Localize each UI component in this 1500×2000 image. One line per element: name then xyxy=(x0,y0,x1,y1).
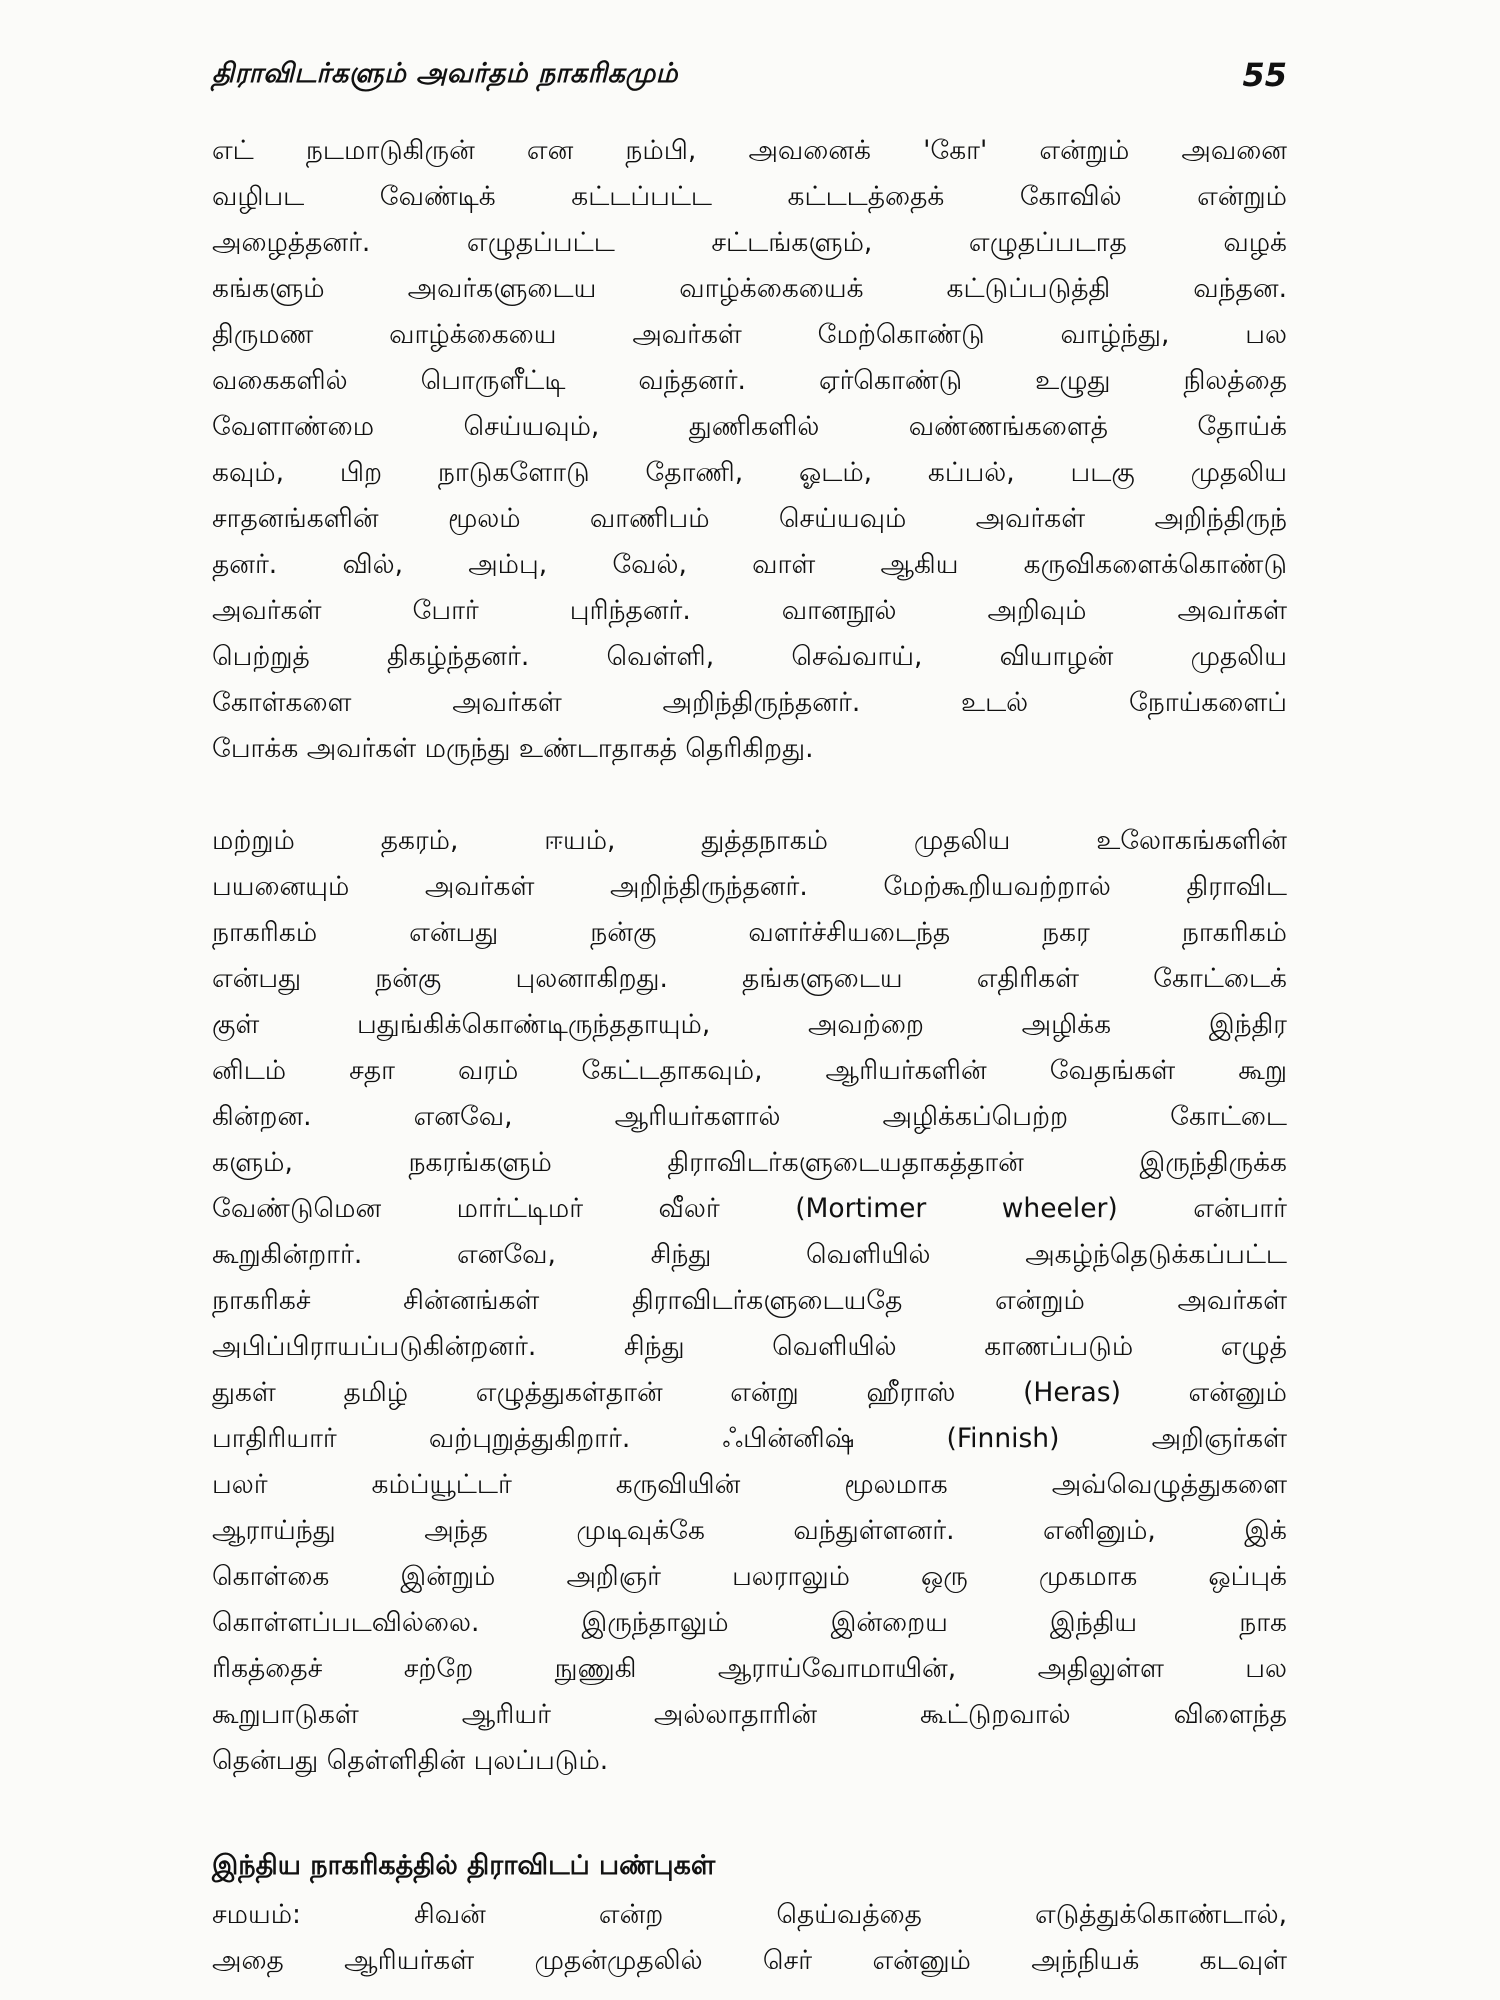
text-line: அழைத்தனர். எழுதப்பட்ட சட்டங்களும், எழுதப்படாத வழக் xyxy=(212,227,1287,258)
text-line: வேண்டுமென மார்ட்டிமர் வீலர் (Mortimer wheeler) என்பார் xyxy=(212,1193,1287,1224)
text-line: களும், நகரங்களும் திராவிடர்களுடையதாகத்தான் இருந்திருக்க xyxy=(212,1147,1287,1178)
text-line: அதை ஆரியர்கள் முதன்முதலில் செர் என்னும் அந்நியக் கடவுள் xyxy=(212,1945,1287,1976)
text-line: அவர்கள் போர் புரிந்தனர். வானநூல் அறிவும் அவர்கள் xyxy=(212,595,1287,626)
text-line: பலர் கம்ப்யூட்டர் கருவியின் மூலமாக அவ்வெழுத்துகளை xyxy=(212,1469,1287,1500)
text-line: வகைகளில் பொருளீட்டி வந்தனர். ஏர்கொண்டு உழுது நிலத்தை xyxy=(212,365,1287,396)
running-head xyxy=(212,58,1287,102)
text-line: வழிபட வேண்டிக் கட்டப்பட்ட கட்டடத்தைக் கோவில் என்றும் xyxy=(212,181,1287,212)
text-line: வேளாண்மை செய்யவும், துணிகளில் வண்ணங்களைத் தோய்க் xyxy=(212,411,1287,442)
text-line: மற்றும் தகரம், ஈயம், துத்தநாகம் முதலிய உலோகங்களின் xyxy=(212,825,1287,856)
text-line: பெற்றுத் திகழ்ந்தனர். வெள்ளி, செவ்வாய், வியாழன் முதலிய xyxy=(212,641,1287,672)
text-line: ரிகத்தைச் சற்றே நுணுகி ஆராய்வோமாயின், அதிலுள்ள பல xyxy=(212,1653,1287,1684)
text-line: தனர். வில், அம்பு, வேல், வாள் ஆகிய கருவிகளைக்கொண்டு xyxy=(212,549,1287,580)
text-line: கோள்களை அவர்கள் அறிந்திருந்தனர். உடல் நோய்களைப் xyxy=(212,687,1287,718)
page-number: 55 xyxy=(1242,56,1287,94)
paragraph-2 xyxy=(212,818,1287,1784)
text-line: கங்களும் அவர்களுடைய வாழ்க்கையைக் கட்டுப்படுத்தி வந்தன. xyxy=(212,273,1287,304)
text-line: னிடம் சதா வரம் கேட்டதாகவும், ஆரியர்களின் வேதங்கள் கூறு xyxy=(212,1055,1287,1086)
section-heading: இந்திய நாகரிகத்தில் திராவிடப் பண்புகள் xyxy=(212,1850,716,1881)
text-line: கூறுகின்றார். எனவே, சிந்து வெளியில் அகழ்ந்தெடுக்கப்பட்ட xyxy=(212,1239,1287,1270)
text-line: குள் பதுங்கிக்கொண்டிருந்ததாயும், அவற்றை அழிக்க இந்திர xyxy=(212,1009,1287,1040)
text-line: கவும், பிற நாடுகளோடு தோணி, ஓடம், கப்பல், படகு முதலிய xyxy=(212,457,1287,488)
text-line: என்பது நன்கு புலனாகிறது. தங்களுடைய எதிரிகள் கோட்டைக் xyxy=(212,963,1287,994)
text-line: சாதனங்களின் மூலம் வாணிபம் செய்யவும் அவர்கள் அறிந்திருந் xyxy=(212,503,1287,534)
text-line: துகள் தமிழ் எழுத்துகள்தான் என்று ஹீராஸ் (Heras) என்னும் xyxy=(212,1377,1287,1408)
paragraph-3 xyxy=(212,1892,1287,1984)
text-line: திருமண வாழ்க்கையை அவர்கள் மேற்கொண்டு வாழ்ந்து, பல xyxy=(212,319,1287,350)
text-line: பயனையும் அவர்கள் அறிந்திருந்தனர். மேற்கூறியவற்றால் திராவிட xyxy=(212,871,1287,902)
text-line: ஆராய்ந்து அந்த முடிவுக்கே வந்துள்ளனர். எனினும், இக் xyxy=(212,1515,1287,1546)
text-line: கூறுபாடுகள் ஆரியர் அல்லாதாரின் கூட்டுறவால் விளைந்த xyxy=(212,1699,1287,1730)
text-line: கொள்கை இன்றும் அறிஞர் பலராலும் ஒரு முகமாக ஒப்புக் xyxy=(212,1561,1287,1592)
text-line: கொள்ளப்படவில்லை. இருந்தாலும் இன்றைய இந்திய நாக xyxy=(212,1607,1287,1638)
text-line: பாதிரியார் வற்புறுத்துகிறார். ஃபின்னிஷ் (Finnish) அறிஞர்கள் xyxy=(212,1423,1287,1454)
text-line: கின்றன. எனவே, ஆரியர்களால் அழிக்கப்பெற்ற கோட்டை xyxy=(212,1101,1287,1132)
text-line: நாகரிகச் சின்னங்கள் திராவிடர்களுடையதே என்றும் அவர்கள் xyxy=(212,1285,1287,1316)
text-line: தென்பது தெள்ளிதின் புலப்படும். xyxy=(212,1745,609,1776)
text-line: நாகரிகம் என்பது நன்கு வளர்ச்சியடைந்த நகர நாகரிகம் xyxy=(212,917,1287,948)
text-line: சமயம்: சிவன் என்ற தெய்வத்தை எடுத்துக்கொண்டால், xyxy=(212,1899,1287,1930)
text-line: போக்க அவர்கள் மருந்து உண்டாதாகத் தெரிகிறது. xyxy=(212,733,814,764)
paragraph-1 xyxy=(212,128,1287,772)
text-line: எட் நடமாடுகிருன் என நம்பி, அவனைக் 'கோ' என்றும் அவனை xyxy=(212,135,1287,166)
text-line: அபிப்பிராயப்படுகின்றனர். சிந்து வெளியில் காணப்படும் எழுத் xyxy=(212,1331,1287,1362)
running-title: திராவிடர்களும் அவர்தம் நாகரிகமும் xyxy=(212,58,678,89)
